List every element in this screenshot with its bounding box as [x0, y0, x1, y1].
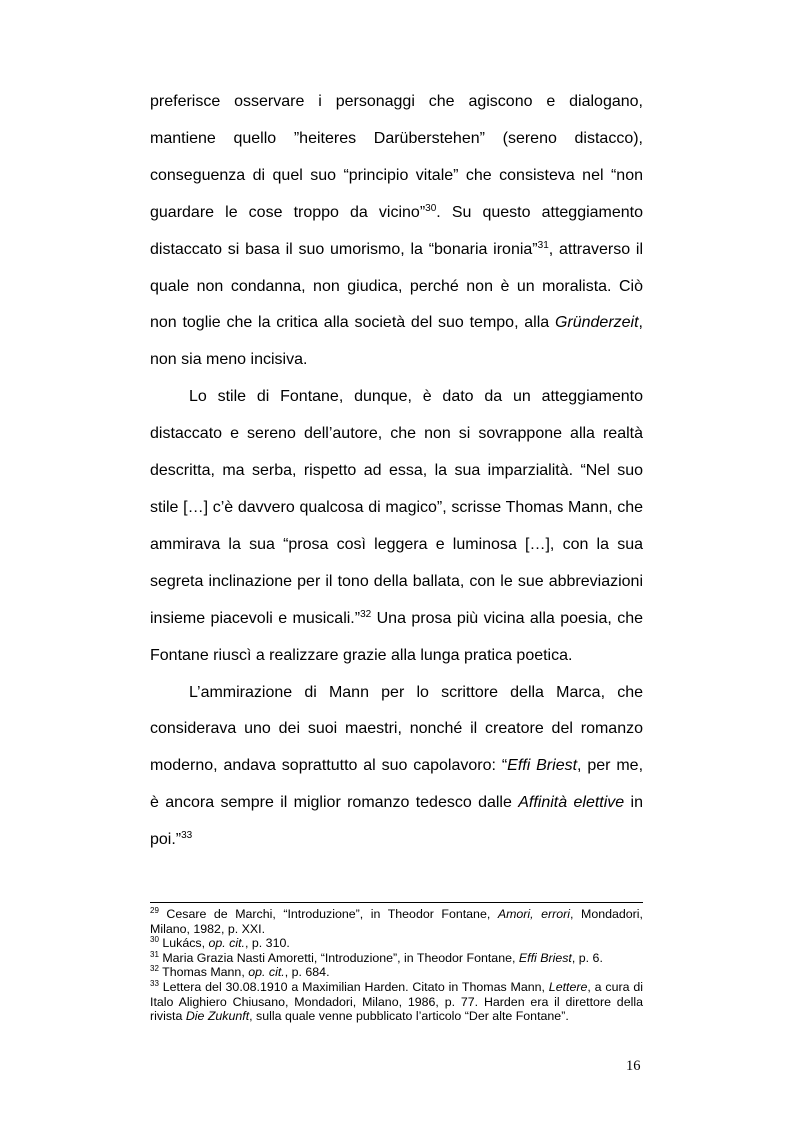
- text-run: , p. 6.: [571, 950, 603, 965]
- footnote: [150, 936, 643, 951]
- text-run: , p. 310.: [245, 936, 290, 951]
- italic-text: Die Zukunft: [185, 1009, 250, 1024]
- footnote-reference: 33: [181, 830, 193, 842]
- text-run: Maria Grazia Nasti Amoretti, “Introduzione”, in Theodor Fontane,: [158, 950, 519, 965]
- footnotes: [150, 907, 643, 1024]
- text-run: Una prosa più vicina alla poesia, che Fontane riuscì a realizzare grazie alla lunga pratica poetica.: [150, 609, 644, 664]
- footnote-number: 33: [150, 978, 159, 988]
- footnote: [150, 907, 643, 936]
- paragraph: [150, 675, 643, 860]
- footnote-number: 29: [150, 906, 159, 915]
- text-run: , attraverso il quale non condanna, non giudica, perché non è un moralista. Ciò non toglie che la critica alla società del suo tempo, alla: [150, 240, 643, 332]
- text-run: in poi.”: [150, 794, 643, 849]
- text-run: Lettera del 30.08.1910 a Maximilian Harden. Citato in Thomas Mann,: [158, 979, 549, 994]
- body-text: [150, 84, 643, 859]
- paragraph: [150, 84, 643, 379]
- text-run: , Mondadori, Milano, 1982, p. XXI.: [150, 907, 644, 936]
- italic-text: Effi Briest: [507, 757, 578, 775]
- text-run: L’ammirazione di Mann per lo scrittore della Marca, che considerava uno dei suoi maestri, nonché il creatore del romanzo moderno, andava soprattutto al suo capolavoro: “: [150, 683, 643, 775]
- text-run: , per me, è ancora sempre il miglior romanzo tedesco dalle: [150, 757, 644, 812]
- italic-text: op. cit.: [208, 936, 246, 951]
- footnote-reference: 31: [537, 239, 549, 251]
- text-run: , sulla quale venne pubblicato l’articolo “Der alte Fontane”.: [249, 1009, 569, 1024]
- text-run: , p. 684.: [284, 965, 330, 980]
- text-run: , a cura di Italo Alighiero Chiusano, Mondadori, Milano, 1986, p. 77. Harden era il direttore della rivista: [150, 979, 643, 1024]
- italic-text: Amori, errori: [497, 907, 571, 921]
- italic-text: Gründerzeit: [554, 314, 639, 332]
- italic-text: Effi Briest: [518, 950, 572, 965]
- footnote-number: 31: [150, 949, 159, 959]
- text-run: Cesare de Marchi, “Introduzione”, in Theodor Fontane,: [158, 907, 498, 921]
- text-run: Thomas Mann,: [158, 965, 249, 980]
- text-run: Lo stile di Fontane, dunque, è dato da un atteggiamento distaccato e sereno dell’autore, che non si sovrappone alla realtà descritta, ma serba, rispetto ad essa, la sua imparzialità. “Nel suo stile […] c’è davvero qualcosa di magico”, scrisse Thomas Mann, che ammirava la sua “prosa così leggera e luminosa […], con la sua segreta inclinazione per il tono della ballata, con le sue abbreviazioni insieme piacevoli e musicali.”: [150, 388, 643, 627]
- footnote-number: 30: [150, 935, 159, 945]
- italic-text: op. cit.: [248, 965, 285, 980]
- footnote-number: 32: [150, 964, 159, 974]
- text-run: Lukács,: [158, 936, 209, 951]
- italic-text: Affinità elettive: [518, 794, 625, 812]
- paragraph: [150, 379, 643, 674]
- footnote-reference: 32: [360, 608, 372, 620]
- footnote: [150, 965, 643, 980]
- italic-text: Lettere: [548, 979, 588, 994]
- page-number: 16: [626, 1058, 641, 1074]
- footnote: [150, 980, 643, 1024]
- footnote-reference: 30: [425, 202, 437, 214]
- text-run: . Su questo atteggiamento distaccato si basa il suo umorismo, la “bonaria ironia”: [150, 203, 644, 258]
- text-run: preferisce osservare i personaggi che agiscono e dialogano, mantiene quello ”heiteres Darüberstehen” (sereno distacco), conseguenza di quel suo “principio vitale” che consisteva nel “non guardare le cose troppo da vicino”: [150, 93, 643, 221]
- footnote-separator: [150, 902, 643, 903]
- text-run: , non sia meno incisiva.: [150, 314, 643, 369]
- footnote: [150, 951, 643, 966]
